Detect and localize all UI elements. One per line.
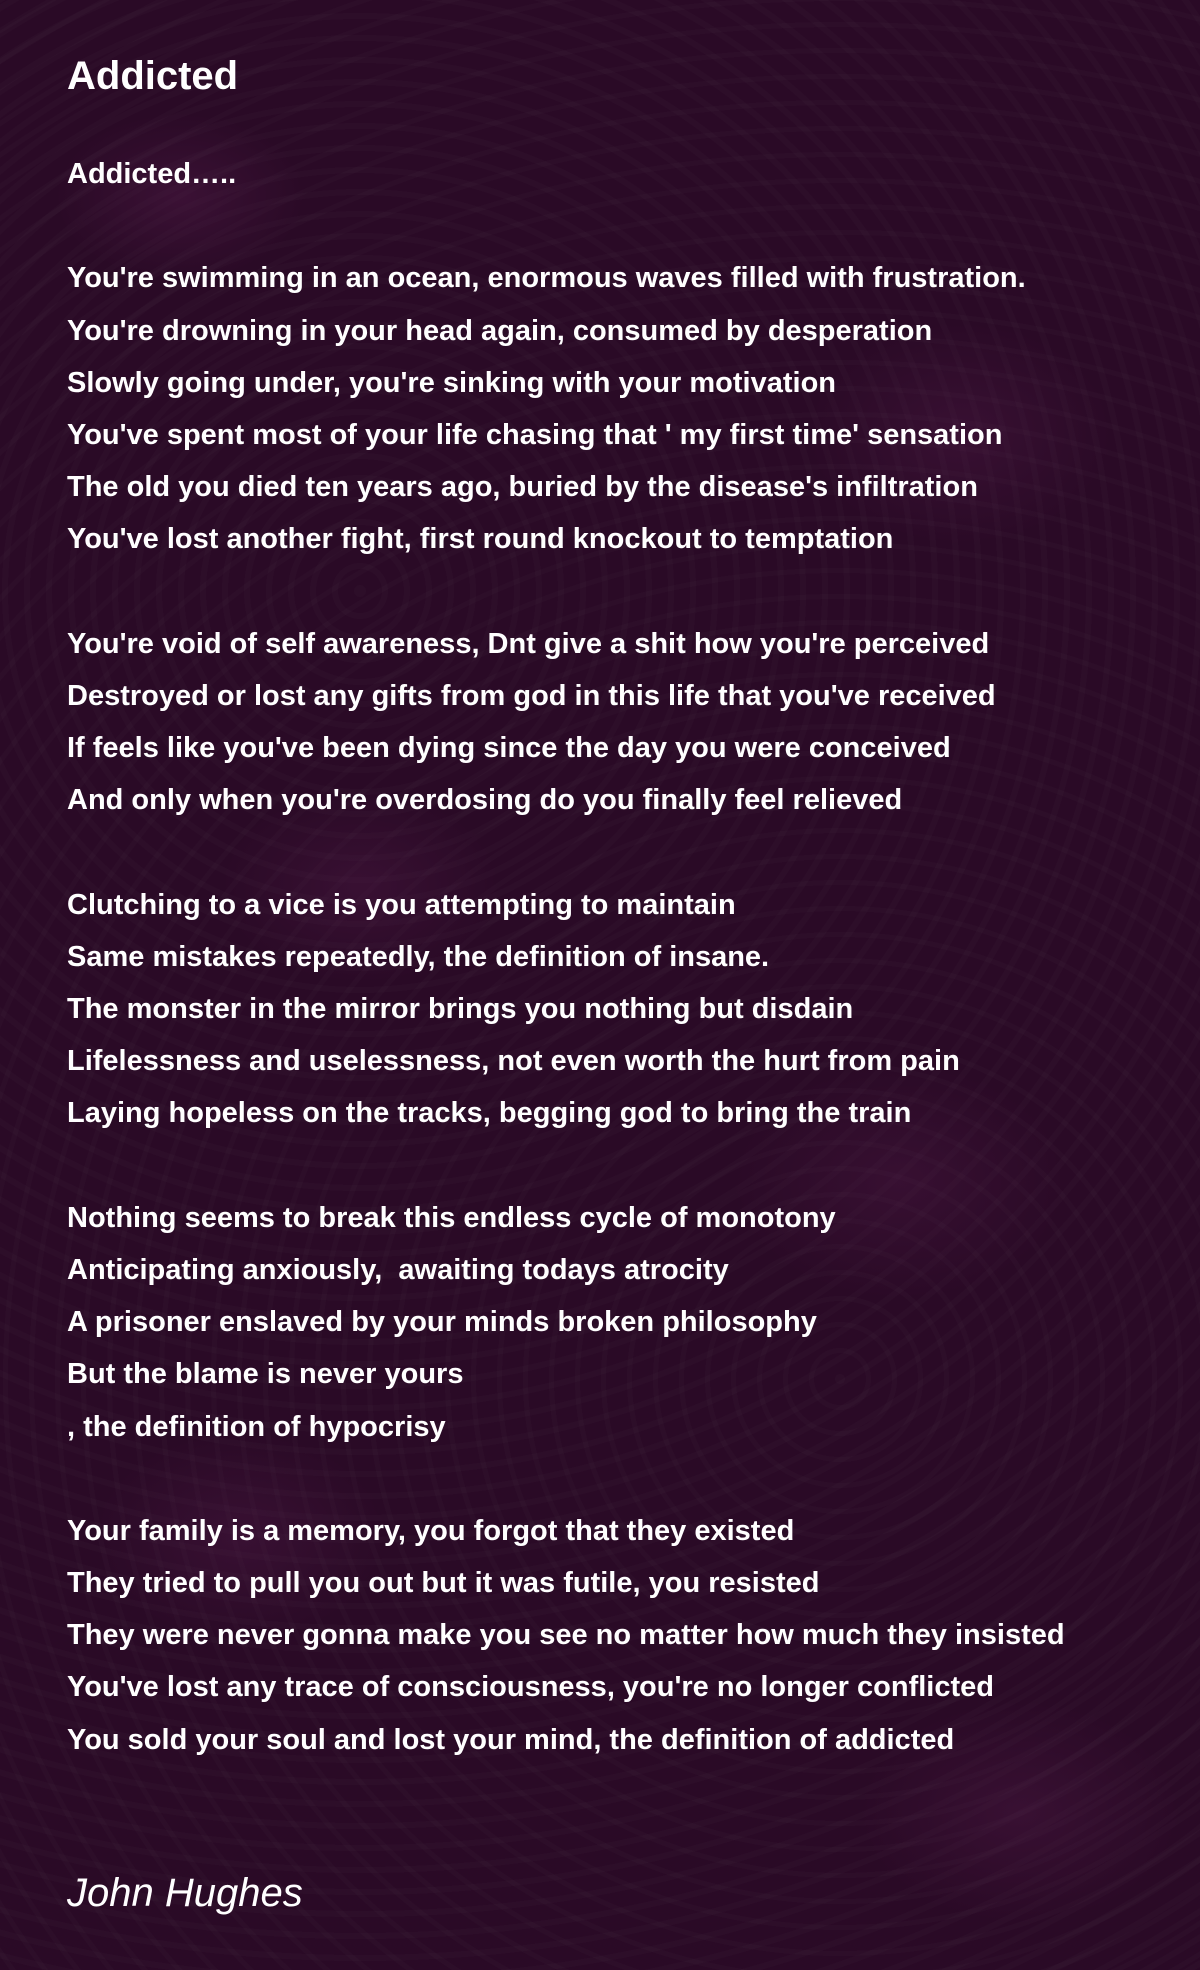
poem-line: Destroyed or lost any gifts from god in this life that you've received (67, 679, 996, 712)
poem-title: Addicted (67, 54, 239, 98)
stanza-break (67, 1140, 1065, 1192)
poem-line: Lifelessness and uselessness, not even worth the hurt from pain (67, 1045, 960, 1078)
poem-line: A prisoner enslaved by your minds broken philosophy (67, 1306, 817, 1339)
poem-line: But the blame is never yours (67, 1358, 464, 1391)
poem-line: You're drowning in your head again, consumed by desperation (67, 314, 933, 347)
poem-line: You're void of self awareness, Dnt give a shit how you're perceived (67, 627, 990, 660)
poem-line: Laying hopeless on the tracks, begging god to bring the train (67, 1097, 912, 1130)
poem-line: If feels like you've been dying since the day you were conceived (67, 732, 951, 765)
poem-line: You sold your soul and lost your mind, the definition of addicted (67, 1723, 955, 1756)
poem-line: Nothing seems to break this endless cycle of monotony (67, 1201, 836, 1234)
poem-line: Slowly going under, you're sinking with your motivation (67, 366, 837, 399)
poem-line: You've lost any trace of consciousness, you're no longer conflicted (67, 1671, 994, 1704)
poem-line: And only when you're overdosing do you finally feel relieved (67, 784, 903, 817)
poem-line: They tried to pull you out but it was futile, you resisted (67, 1567, 820, 1600)
poem-line: , the definition of hypocrisy (67, 1410, 446, 1443)
poem-author: John Hughes (67, 1871, 303, 1915)
poem-line: Addicted….. (67, 158, 237, 190)
poem-line: Your family is a memory, you forgot that they existed (67, 1514, 795, 1547)
poem-line: You've lost another fight, first round knockout to temptation (67, 523, 894, 556)
poem-line: You're swimming in an ocean, enormous waves filled with frustration. (67, 262, 1026, 295)
poem-line: Clutching to a vice is you attempting to maintain (67, 888, 736, 921)
poem-line: Anticipating anxiously, awaiting todays atrocity (67, 1253, 729, 1286)
poem-line: The monster in the mirror brings you nothing but disdain (67, 993, 854, 1025)
poem-body (67, 148, 1065, 1766)
stanza-break (67, 826, 1065, 878)
poem-line: Same mistakes repeatedly, the definition of insane. (67, 940, 770, 973)
stanza-break (67, 566, 1065, 618)
stanza-break (67, 1453, 1065, 1505)
poem-line: You've spent most of your life chasing that ' my first time' sensation (67, 418, 1003, 451)
stanza-break (67, 200, 1065, 252)
poem-line: They were never gonna make you see no matter how much they insisted (67, 1619, 1065, 1652)
poem-line: The old you died ten years ago, buried by the disease's infiltration (67, 471, 978, 504)
